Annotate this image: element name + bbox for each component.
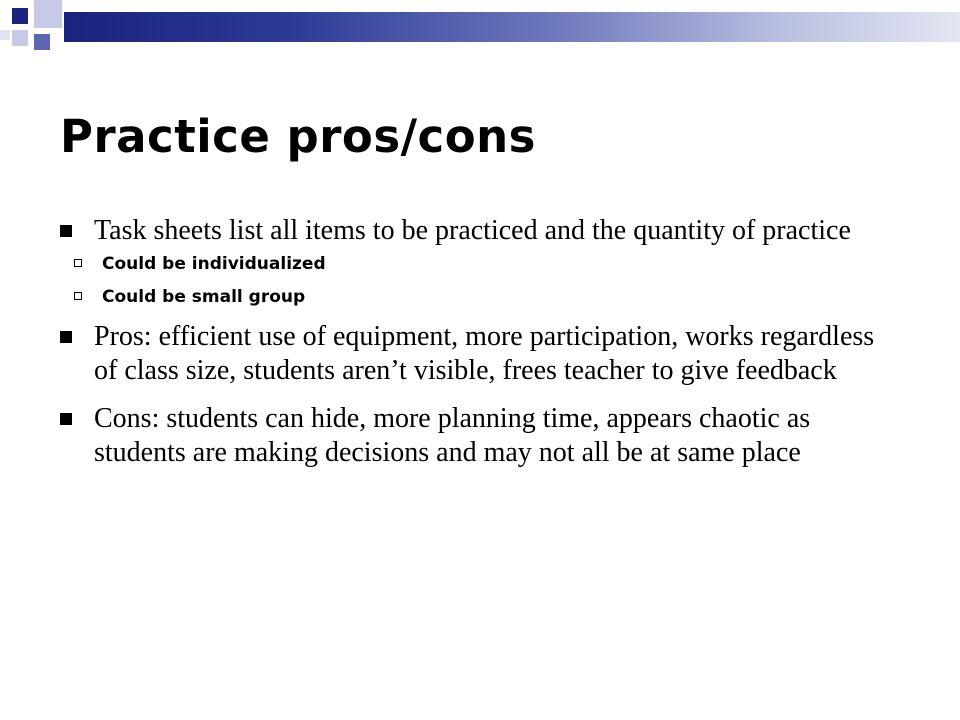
header-gradient-bar (64, 12, 960, 42)
decorative-square (12, 8, 28, 24)
hollow-square-bullet-icon (74, 292, 82, 300)
bullet-text: Cons: students can hide, more planning time, appears chaotic as students are making decisions and may not all be at same place (94, 403, 811, 468)
sub-bullet-text: Could be small group (102, 287, 306, 307)
hollow-square-bullet-icon (74, 259, 82, 267)
decorative-square (34, 0, 62, 28)
sub-bullet-list (60, 254, 900, 307)
decorative-square (34, 34, 50, 50)
bullet-item-task-sheets (60, 214, 900, 248)
bullet-item-pros (60, 320, 900, 388)
square-bullet-icon (60, 413, 72, 425)
bullet-text: Pros: efficient use of equipment, more participation, works regardless of class size, students aren’t visible, frees teacher to give feedback (94, 321, 875, 386)
square-bullet-icon (60, 331, 72, 343)
square-bullet-icon (60, 225, 72, 237)
bullet-text: Task sheets list all items to be practiced and the quantity of practice (94, 215, 851, 246)
decorative-square (12, 30, 28, 46)
bullet-item-cons (60, 402, 900, 470)
sub-bullet-item (60, 287, 900, 307)
bullet-list (60, 214, 900, 476)
sub-bullet-item (60, 254, 900, 274)
sub-bullet-text: Could be individualized (102, 254, 326, 274)
slide-title: Practice pros/cons (60, 110, 536, 163)
decorative-square (0, 30, 10, 40)
